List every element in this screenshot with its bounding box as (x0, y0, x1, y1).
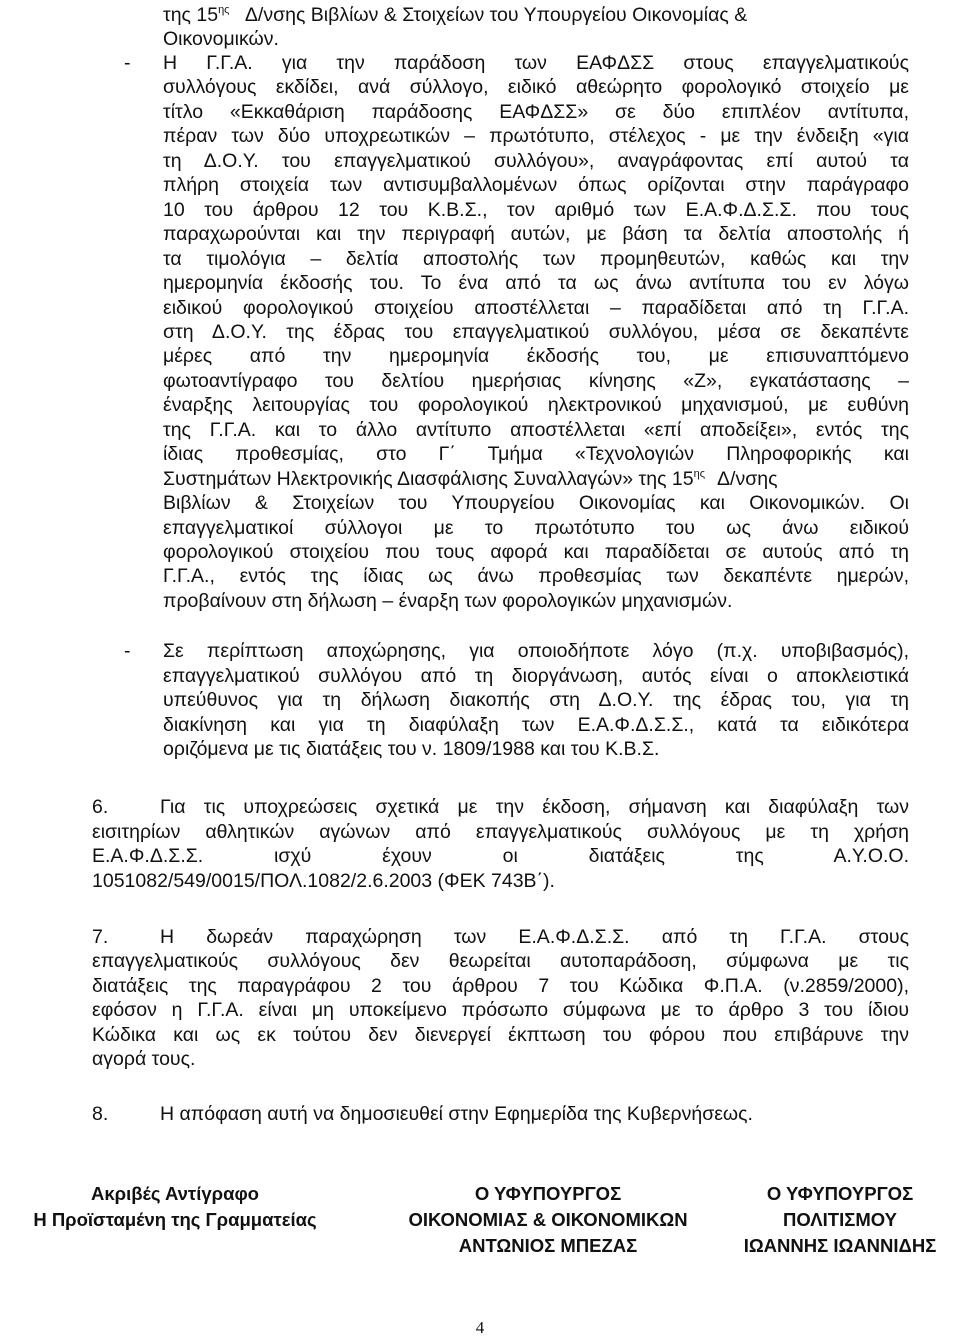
paragraph-gga-line: ίδιας προθεσμίας, στο Γ΄ Τμήμα «Τεχνολογιών Πληροφορικής και (163, 443, 909, 466)
ordinal-superscript: ης (218, 4, 230, 16)
paragraph-number-6: 6. (92, 796, 109, 818)
paragraph-8-text: Η απόφαση αυτή να δημοσιευθεί στην Εφημερίδα της Κυβερνήσεως. (160, 1103, 753, 1125)
paragraph-gga-line: τίτλο «Εκκαθάριση παράδοσης ΕΑΦΔΣΣ» σε δύο επιπλέον αντίτυπα, (163, 100, 909, 123)
paragraph-gga-line-tail: Δ/νσης (717, 467, 778, 490)
paragraph-gga-line: 10 του άρθρου 12 του Κ.Β.Σ., τον αριθμό των Ε.Α.Φ.Δ.Σ.Σ. που τους (163, 198, 909, 221)
paragraph-gga-line: επαγγελματικοί σύλλογοι με το πρωτότυπο του ως άνω ειδικού (163, 516, 909, 539)
continuation-prefix: της 15 (163, 4, 219, 26)
paragraph-gga-line: μέρες από την ημερομηνία έκδοσής του, με επισυναπτόμενο (163, 345, 909, 368)
signature-middle-line-1: Ο ΥΦΥΠΟΥΡΓΟΣ (474, 1183, 622, 1204)
paragraph-gga-line: της Γ.Γ.Α. και το άλλο αντίτυπο αποστέλλεται «επί αποδείξει», εντός της (163, 418, 909, 441)
signature-right (720, 1181, 960, 1259)
signature-left (0, 1181, 350, 1233)
paragraph-number-8: 8. (92, 1103, 109, 1125)
continuation-text: Δ/νσης Βιβλίων & Στοιχείων του Υπουργείου Οικονομίας & (244, 4, 748, 26)
paragraph-gga-line: ειδικού φορολογικού στοιχείου αποστέλλεται – παραδίδεται από τη Γ.Γ.Α. (163, 296, 909, 319)
signature-right-line-1: Ο ΥΦΥΠΟΥΡΓΟΣ (766, 1183, 914, 1204)
paragraph-gga-line: Γ.Γ.Α., εντός της ίδιας ως άνω προθεσμίας των δεκαπέντε ημερών, (163, 565, 909, 588)
paragraph-7-line: Κώδικα και ως εκ τούτου δεν διενεργεί έκπτωση του φόρου που επιβάρυνε την (92, 1023, 909, 1046)
paragraph-gga-line: φωτοαντίγραφο του δελτίου ημερήσιας κίνησης «Ζ», εγκατάστασης – (163, 369, 909, 392)
paragraph-6-line: 1051082/549/0015/ΠΟΛ.1082/2.6.2003 (ΦΕΚ 743Β΄). (92, 869, 555, 892)
paragraph-gga-line-main: Συστημάτων Ηλεκτρονικής Διασφάλισης Συναλλαγών» της 15 (163, 467, 694, 490)
list-dash: - (124, 52, 131, 74)
paragraph-withdrawal-line: υπεύθυνος για τη δήλωση διακοπής στη Δ.Ο.Υ. της έδρας του, για τη (163, 689, 909, 712)
paragraph-gga-line: στη Δ.Ο.Υ. της έδρας του επαγγελματικού συλλόγου, μέσα σε δεκαπέντε (163, 320, 909, 343)
continuation-line-2: Οικονομικών. (163, 28, 279, 50)
paragraph-gga-line (163, 467, 909, 491)
paragraph-gga-line: έναρξης λειτουργίας του φορολογικού ηλεκτρονικού μηχανισμού, με ευθύνη (163, 394, 909, 417)
paragraph-gga-line: πλήρη στοιχεία των αντισυμβαλλομένων όπως ορίζονται στην παράγραφο (163, 174, 909, 197)
signature-middle-line-2: ΟΙΚΟΝΟΜΙΑΣ & ΟΙΚΟΝΟΜΙΚΩΝ (408, 1209, 688, 1230)
page-number: 4 (475, 1318, 485, 1337)
paragraph-6-line: Για τις υποχρεώσεις σχετικά με την έκδοση, σήμανση και διαφύλαξη των (160, 796, 909, 818)
signature-middle (368, 1181, 728, 1259)
paragraph-number-7: 7. (92, 926, 109, 948)
paragraph-gga-line: συλλόγους εκδίδει, ανά σύλλογο, ειδικό αθεώρητο φορολογικό στοιχείο με (163, 76, 909, 99)
list-dash: - (124, 640, 131, 662)
paragraph-withdrawal-line: επαγγελματικού συλλόγου από τη διοργάνωση, αυτός είναι ο αποκλειστικά (163, 664, 909, 687)
ordinal-superscript: ης (693, 467, 706, 480)
paragraph-7-line: Η δωρεάν παραχώρηση των Ε.Α.Φ.Δ.Σ.Σ. από τη Γ.Γ.Α. στους (160, 926, 909, 948)
paragraph-gga-line: τη Δ.Ο.Υ. του επαγγελματικού συλλόγου», αναγράφοντας επί αυτού τα (163, 149, 909, 172)
paragraph-gga-line: Βιβλίων & Στοιχείων του Υπουργείου Οικονομίας και Οικονομικών. Οι (163, 492, 909, 515)
signature-right-line-2: ΠΟΛΙΤΙΣΜΟΥ (783, 1209, 897, 1230)
paragraph-7-line: αγορά τους. (92, 1048, 196, 1070)
paragraph-7-line: επαγγελματικούς συλλόγους δεν θεωρείται αυτοπαράδοση, σύμφωνα με τις (92, 950, 909, 973)
paragraph-gga-line: πέραν των δύο υποχρεωτικών – πρωτότυπο, στέλεχος - με την ένδειξη «για (163, 125, 909, 148)
paragraph-gga-line: ημερομηνία έκδοσής του. Το ένα από τα ως άνω αντίτυπα του εν λόγω (163, 272, 909, 295)
paragraph-gga-line: φορολογικού στοιχείου που τους αφορά και παραδίδεται σε αυτούς από τη (163, 541, 909, 563)
paragraph-7-line: εφόσον η Γ.Γ.Α. είναι μη υποκείμενο πρόσωπο σύμφωνα με το άρθρο 3 του ίδιου (92, 999, 909, 1022)
signature-left-line-1: Ακριβές Αντίγραφο (91, 1183, 259, 1204)
paragraph-6-line: εισιτηρίων αθλητικών αγώνων από επαγγελματικούς συλλόγους με τη χρήση (92, 820, 909, 843)
paragraph-gga-line: Η Γ.Γ.Α. για την παράδοση των ΕΑΦΔΣΣ στους επαγγελματικούς (163, 52, 909, 74)
signature-left-line-2: Η Προϊσταμένη της Γραμματείας (33, 1209, 317, 1230)
continuation-line-1 (163, 3, 908, 27)
signature-middle-line-3: ΑΝΤΩΝΙΟΣ ΜΠΕΖΑΣ (458, 1235, 638, 1256)
paragraph-withdrawal-line: οριζόμενα με τις διατάξεις του ν. 1809/1988 και του Κ.Β.Σ. (163, 738, 660, 761)
paragraph-gga-line: προβαίνουν στη δήλωση – έναρξη των φορολογικών μηχανισμών. (163, 589, 733, 612)
paragraph-withdrawal-line: διακίνηση και για τη διαφύλαξη των Ε.Α.Φ.Δ.Σ.Σ., κατά τα ειδικότερα (163, 713, 909, 736)
paragraph-7-line: διατάξεις της παραγράφου 2 του άρθρου 7 του Κώδικα Φ.Π.Α. (ν.2859/2000), (92, 974, 909, 997)
paragraph-withdrawal-line: Σε περίπτωση αποχώρησης, για οποιοδήποτε λόγο (π.χ. υποβιβασμός), (163, 640, 909, 662)
paragraph-6-line: Ε.Α.Φ.Δ.Σ.Σ. ισχύ έχουν οι διατάξεις της Α.Υ.Ο.Ο. (92, 845, 909, 867)
paragraph-gga-line: παραχωρούνται και την περιγραφή αυτών, με βάση τα δελτία αποστολής ή (163, 223, 909, 246)
paragraph-gga-line: τα τιμολόγια – δελτία αποστολής των προμηθευτών, καθώς και την (163, 247, 909, 270)
signature-right-line-3: ΙΩΑΝΝΗΣ ΙΩΑΝΝΙΔΗΣ (743, 1235, 937, 1256)
